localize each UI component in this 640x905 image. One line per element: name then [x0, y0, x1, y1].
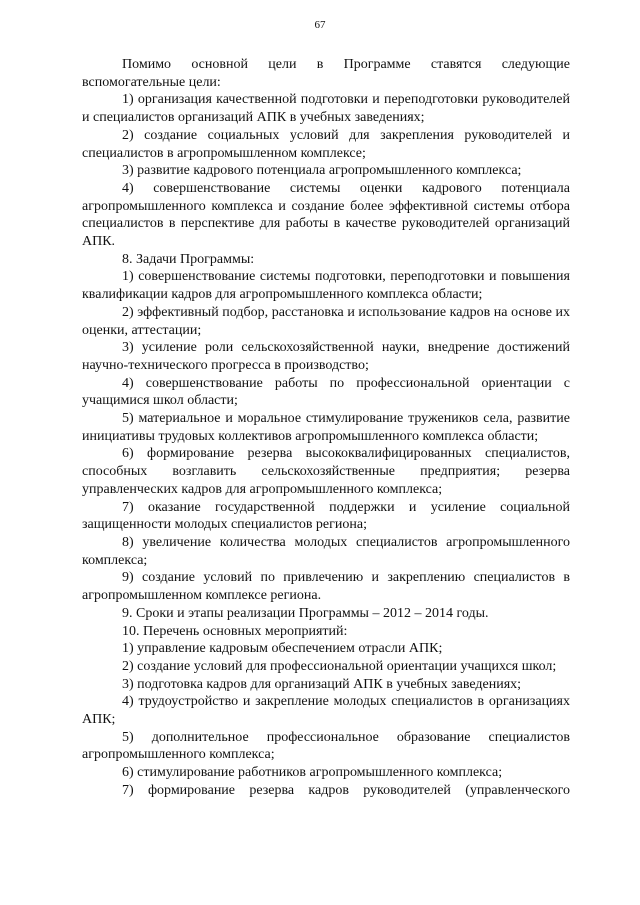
- document-body: [82, 56, 570, 800]
- paragraph: 1) совершенствование системы подготовки, переподготовки и повышения квалификации кадров для агропромышленного комплекса области;: [82, 269, 570, 303]
- paragraph: 5) дополнительное профессиональное образование специалистов агропромышленного комплекса;: [82, 729, 570, 763]
- paragraph: 7) формирование резерва кадров руководителей (управленческого: [122, 782, 570, 798]
- paragraph: 4) совершенствование работы по профессиональной ориентации с учащимися школ области;: [82, 375, 570, 409]
- paragraph: 4) трудоустройство и закрепление молодых специалистов в организациях АПК;: [82, 694, 570, 728]
- paragraph: 3) подготовка кадров для организаций АПК в учебных заведениях;: [122, 676, 522, 692]
- paragraph: 3) развитие кадрового потенциала агропромышленного комплекса;: [122, 163, 522, 179]
- paragraph: 9) создание условий по привлечению и закреплению специалистов в агропромышленном комплексе региона.: [82, 570, 570, 604]
- paragraph: 6) формирование резерва высококвалифицированных специалистов, способных возглавить сельскохозяйственные предприятия; резерва управленческих кадров для агропромышленного комплекса;: [82, 446, 570, 497]
- paragraph: 4) совершенствование системы оценки кадрового потенциала агропромышленного комплекса и создание более эффективной системы отбора специалистов в перспективе для работы в качестве руководителей организаций АПК.: [82, 180, 570, 250]
- page-number: 67: [314, 19, 326, 31]
- section-heading: 9. Сроки и этапы реализации Программы – 2012 – 2014 годы.: [122, 605, 489, 621]
- paragraph: 8) увеличение количества молодых специалистов агропромышленного комплекса;: [82, 534, 570, 568]
- paragraph: 6) стимулирование работников агропромышленного комплекса;: [122, 765, 503, 781]
- paragraph: 2) эффективный подбор, расстановка и использование кадров на основе их оценки, аттестации;: [82, 304, 570, 338]
- section-heading: 8. Задачи Программы:: [122, 251, 255, 267]
- paragraph: 7) оказание государственной поддержки и усиление социальной защищенности молодых специалистов региона;: [82, 499, 570, 533]
- section-heading: 10. Перечень основных мероприятий:: [122, 623, 348, 639]
- paragraph: 1) организация качественной подготовки и переподготовки руководителей и специалистов организаций АПК в учебных заведениях;: [82, 92, 570, 126]
- paragraph: 1) управление кадровым обеспечением отрасли АПК;: [122, 641, 443, 657]
- paragraph: 2) создание социальных условий для закрепления руководителей и специалистов в агропромышленном комплексе;: [82, 127, 570, 161]
- paragraph: 2) создание условий для профессиональной ориентации учащихся школ;: [122, 658, 557, 674]
- paragraph: 5) материальное и моральное стимулирование тружеников села, развитие инициативы трудовых коллективов агропромышленного комплекса области;: [82, 411, 570, 444]
- paragraph: Помимо основной цели в Программе ставятся следующие вспомогательные цели:: [82, 57, 570, 90]
- paragraph: 3) усиление роли сельскохозяйственной науки, внедрение достижений научно-технического прогресса в производство;: [82, 340, 570, 373]
